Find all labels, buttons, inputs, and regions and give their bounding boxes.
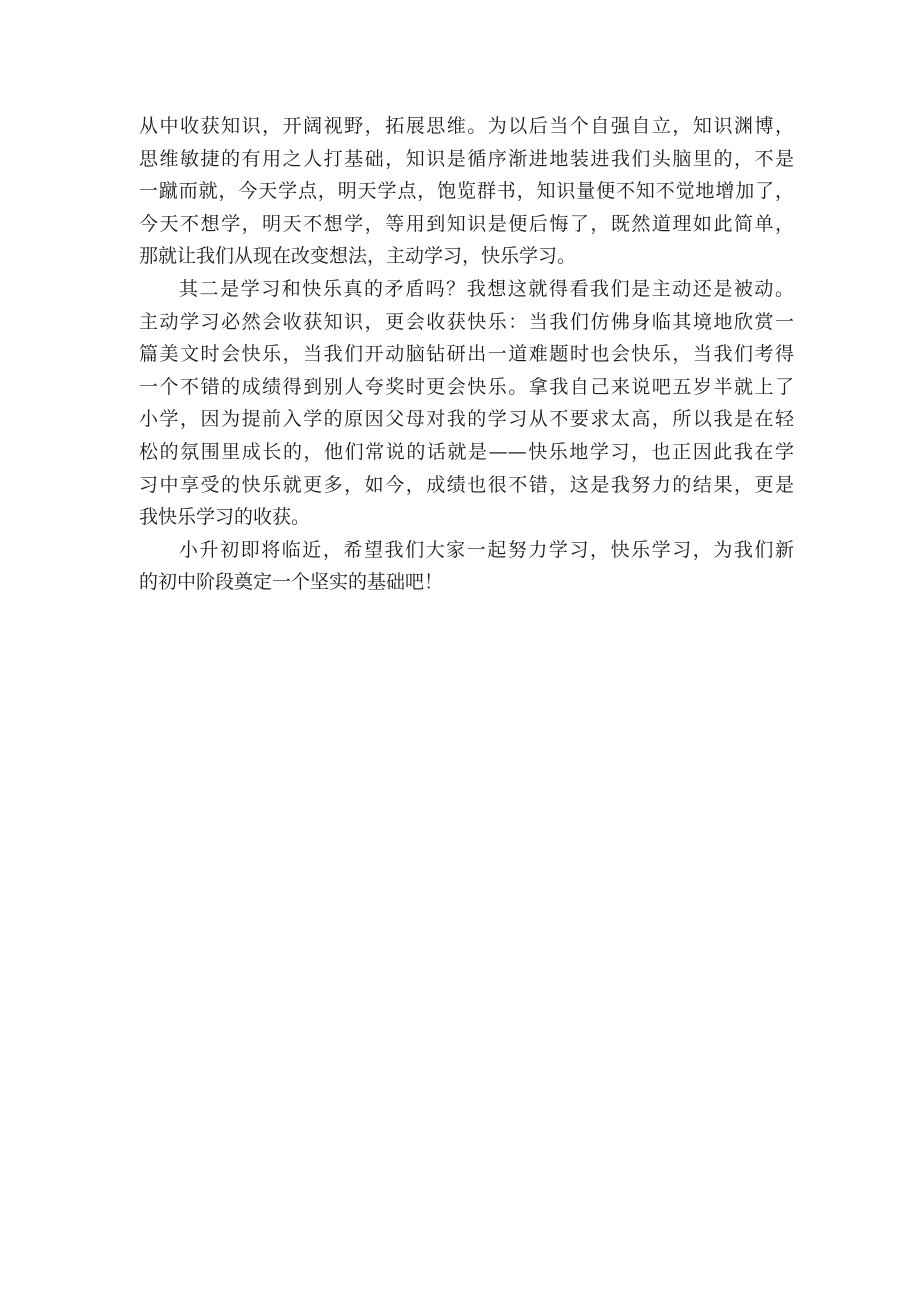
text-line: 习中享受的快乐就更多，如今，成绩也很不错，这是我努力的结果，更是 bbox=[139, 473, 794, 496]
text-line: 小学，因为提前入学的原因父母对我的学习从不要求太高，所以我是在轻 bbox=[139, 408, 794, 431]
text-line: 从中收获知识，开阔视野，拓展思维。为以后当个自强自立，知识渊博， bbox=[139, 115, 794, 137]
text-line: 今天不想学，明天不想学，等用到知识是便后悔了，既然道理如此简单， bbox=[139, 212, 794, 235]
text-line: 其二是学习和快乐真的矛盾吗？我想这就得看我们是主动还是被动。 bbox=[179, 277, 794, 300]
body-text bbox=[139, 110, 794, 599]
text-line: 那就让我们从现在改变想法，主动学习，快乐学习。 bbox=[139, 245, 577, 268]
text-line: 小升初即将临近，希望我们大家一起努力学习，快乐学习，为我们新 bbox=[179, 538, 794, 561]
text-line: 主动学习必然会收获知识，更会收获快乐：当我们仿佛身临其境地欣赏一 bbox=[139, 310, 794, 333]
text-line: 思维敏捷的有用之人打基础，知识是循序渐进地装进我们头脑里的，不是 bbox=[139, 147, 794, 170]
text-line: 一个不错的成绩得到别人夸奖时更会快乐。拿我自己来说吧五岁半就上了 bbox=[139, 375, 794, 398]
text-line: 我快乐学习的收获。 bbox=[139, 506, 311, 529]
text-line: 篇美文时会快乐，当我们开动脑钻研出一道难题时也会快乐，当我们考得 bbox=[139, 343, 794, 366]
text-line: 一蹴而就，今天学点，明天学点，饱览群书，知识量便不知不觉地增加了， bbox=[139, 180, 794, 203]
text-line: 的初中阶段奠定一个坚实的基础吧！ bbox=[139, 571, 444, 594]
text-line: 松的氛围里成长的，他们常说的话就是——快乐地学习，也正因此我在学 bbox=[139, 440, 794, 463]
